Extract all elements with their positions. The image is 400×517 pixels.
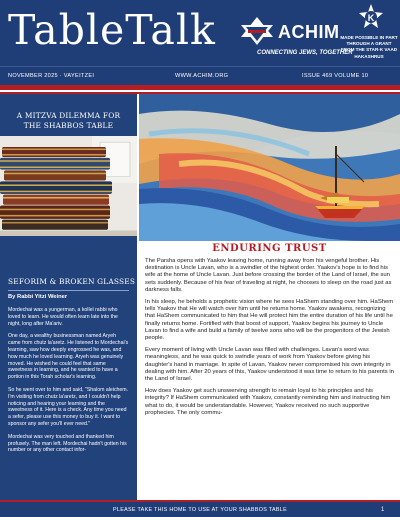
sailboat-painting: [139, 94, 400, 241]
achim-logo-icon: [237, 13, 277, 47]
article-paragraph: Every moment of living with Uncle Lavan was filled with challenges. Lavan's word was meaningless, and he was quick to swindle years of work from Yaakov before giving his daughter's hand in marriage. In spite of Lavan, Yaakov never compromised his own integrity in dealing with him. After 20 years of this, Yaakov understood it was time to return to his parents in the Land of Israel.: [145, 347, 394, 383]
books-photo: [0, 136, 137, 236]
issue-number: ISSUE 469 VOLUME 10: [302, 73, 369, 79]
org-name: ACHIM: [278, 22, 340, 42]
footer-note: PLEASE TAKE THIS HOME TO USE AT YOUR SHABBOS TABLE: [113, 507, 287, 513]
article-paragraph: In his sleep, he beholds a prophetic vision where he sees HaShem standing over him. HaShem tells Yaakov that He will watch over him until he returns home. Yaakov awakens, recognizing that HaShem communicated to him that He will protect him the entire duration of his life until he finally returns home. Fortified with that boost of support, Yaakov begins his journey to Uncle Lavan to find a wife and build a family of twelve sons who will be the progenitors of the Jewish people.: [145, 299, 394, 342]
article-paragraph: How does Yaakov get such unswerving strength to remain loyal to his principles and his integrity? If HaShem communicated with Yaakov, constantly reminding him and instructing him what to do, it would be understandable. However, Yaakov received no such supportive prophecies. The only commu-: [145, 388, 391, 416]
sidebar-paragraph: So he went over to him and said, "Shalom aleichem. I'm visiting from chutz la'aretz, and I couldn't help noticing and hearing your learning and the sweetness of it. Here is a check. Any time you need a sefer, please use this money to buy it. I want to sponsor any sefer you'll ever need.": [8, 386, 129, 427]
sidebar-paragraph: Mordechai was a yungerman, a kollel rabbi who loved to learn. He would often learn late into the night, long after Ma'ariv.: [8, 307, 118, 327]
article-body: [145, 258, 394, 422]
grant-notice: MADE POSSIBLE IN PART THROUGH A GRANT FROM THE STAR-K VAAD HAKASHRUS: [340, 35, 398, 59]
article-title: ENDURING TRUST: [212, 243, 327, 254]
masthead: [0, 0, 400, 66]
star-k-badge-icon: [359, 4, 383, 32]
sidebar-headline: SEFORIM & BROKEN GLASSES: [8, 277, 136, 286]
issue-bar: [0, 66, 400, 85]
page-number: 1: [381, 507, 385, 513]
issue-date: NOVEMBER 2025 · VAYEITZEI: [8, 73, 95, 79]
sidebar-paragraph: Mordechai was very touched and thanked him profusely. The man left. Mordechai hadn't gotten his number or any other contact infor-: [8, 433, 127, 454]
badge-letter: K: [367, 13, 375, 23]
sidebar-story: [8, 307, 130, 460]
newsletter-title: TableTalk: [8, 6, 216, 54]
website-link[interactable]: WWW.ACHIM.ORG: [175, 73, 229, 79]
article-paragraph: The Parsha opens with Yaakov leaving home, running away from his vengeful brother. His destination is Uncle Lavan, who is a swindler of the highest order. Yaakov's hope is to find his wife at the home of Uncle Lavan. Just before crossing the border of the Land of Israel, the sun sets suddenly. Because of his fear of traveling at night, he chooses to sleep on the road just as darkness falls.: [145, 258, 392, 293]
sidebar-divider: [8, 290, 129, 291]
sidebar-section-title: A MITZVA DILEMMA FOR THE SHABBOS TABLE: [16, 111, 121, 130]
sidebar-byline: By Rabbi Yitzi Weiner: [8, 294, 68, 300]
sidebar-paragraph: One day, a wealthy businessman named Aryeh came from chutz la'aretz. He listened to Mordechai's learning, saw how deeply engrossed he was, and how much he loved learning. Aryeh was genuinely moved. He wished he could feel that same sweetness in learning, and he wanted to have a portion in this Torah scholar's learning.: [8, 333, 129, 381]
footer: [0, 500, 400, 517]
org-tagline: CONNECTING JEWS, TOGETHER: [257, 50, 353, 56]
